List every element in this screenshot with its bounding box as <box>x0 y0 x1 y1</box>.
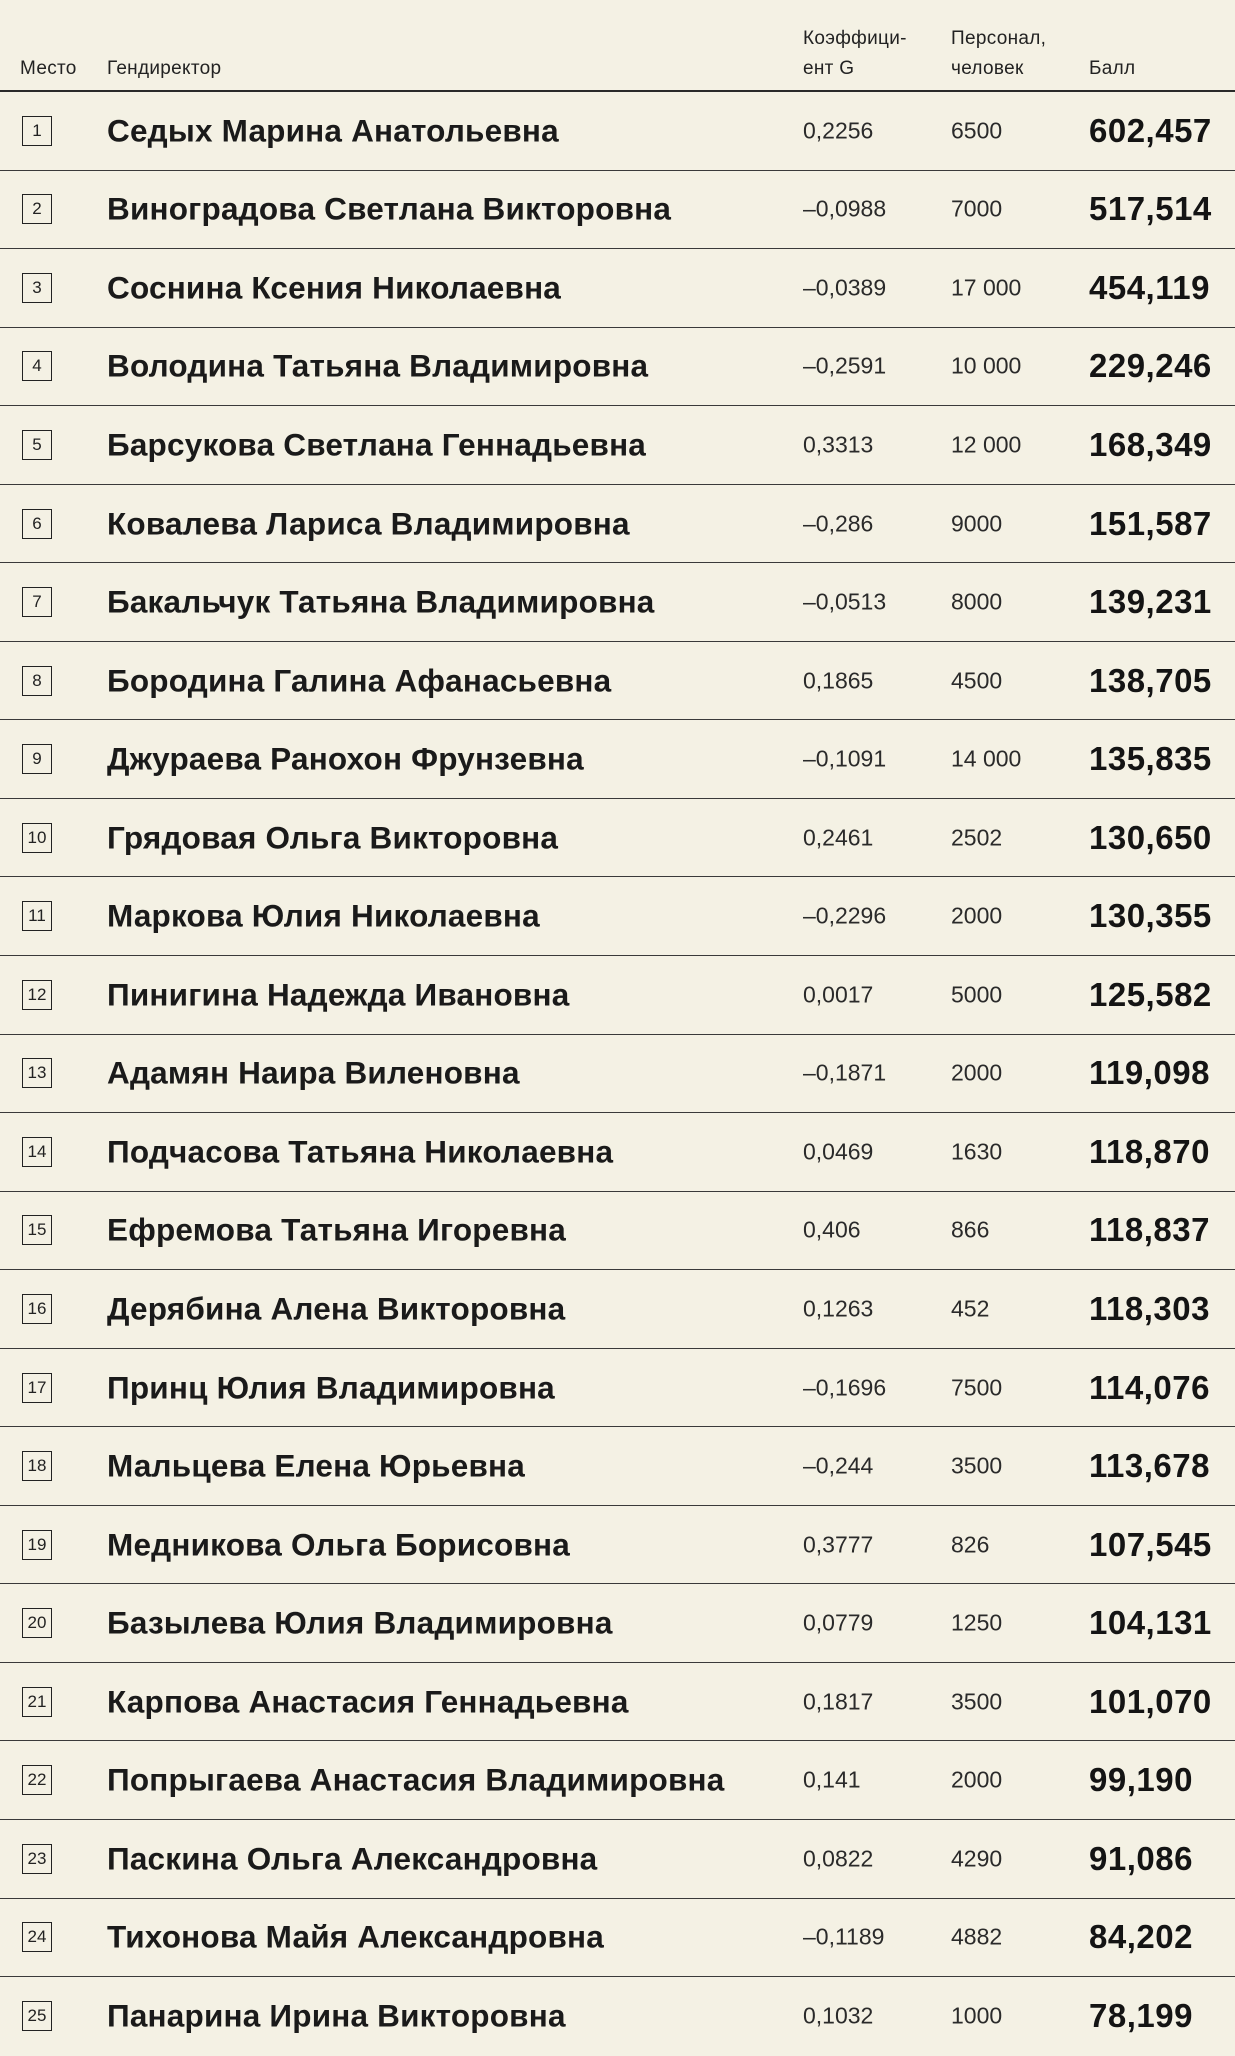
staff-count: 12 000 <box>951 431 1022 458</box>
ceo-name: Ефремова Татьяна Игоревна <box>107 1211 566 1248</box>
table-row <box>0 485 1235 564</box>
coefficient-g: –0,286 <box>803 510 874 536</box>
table-row <box>0 249 1235 328</box>
coefficient-g: 0,0469 <box>803 1138 874 1165</box>
score-value: 118,870 <box>1089 1132 1210 1170</box>
coefficient-g: 0,141 <box>803 1766 861 1793</box>
table-row <box>0 1584 1235 1663</box>
table-row <box>0 171 1235 250</box>
header-ceo: Гендиректор <box>107 58 222 79</box>
ceo-name: Базылева Юлия Владимировна <box>107 1604 613 1641</box>
score-value: 84,202 <box>1089 1918 1193 1956</box>
staff-count: 826 <box>951 1531 990 1558</box>
ceo-name: Попрыгаева Анастасия Владимировна <box>107 1761 725 1798</box>
coefficient-g: 0,3777 <box>803 1531 874 1558</box>
score-value: 78,199 <box>1089 1997 1193 2035</box>
ceo-name: Паскина Ольга Александровна <box>107 1840 598 1877</box>
coefficient-g: –0,1189 <box>803 1923 885 1950</box>
coefficient-g: –0,244 <box>803 1452 874 1479</box>
coefficient-g: –0,0389 <box>803 274 887 301</box>
coefficient-g: 0,0779 <box>803 1609 874 1636</box>
table-row <box>0 1977 1235 2056</box>
score-value: 114,076 <box>1089 1368 1210 1406</box>
score-value: 125,582 <box>1089 975 1212 1013</box>
score-value: 118,303 <box>1089 1289 1210 1327</box>
coefficient-g: 0,1865 <box>803 667 874 694</box>
table-row <box>0 1113 1235 1192</box>
coefficient-g: –0,2296 <box>803 902 887 929</box>
ceo-name: Адамян Наира Виленовна <box>107 1054 520 1091</box>
score-value: 113,678 <box>1089 1447 1210 1485</box>
staff-count: 1630 <box>951 1138 1003 1165</box>
ceo-name: Тихонова Майя Александровна <box>107 1918 604 1955</box>
rank-badge: 8 <box>22 666 52 696</box>
rank-badge: 23 <box>22 1844 52 1874</box>
ceo-name: Принц Юлия Владимировна <box>107 1369 555 1406</box>
staff-count: 2000 <box>951 1766 1003 1793</box>
rank-badge: 16 <box>22 1294 52 1324</box>
score-value: 602,457 <box>1089 111 1212 149</box>
rank-badge: 6 <box>22 509 52 539</box>
rank-badge: 1 <box>22 116 52 146</box>
table-row <box>0 328 1235 407</box>
ceo-name: Соснина Ксения Николаевна <box>107 269 562 306</box>
coefficient-g: 0,0822 <box>803 1845 874 1872</box>
staff-count: 7500 <box>951 1374 1003 1401</box>
staff-count: 3500 <box>951 1452 1003 1479</box>
rank-badge: 20 <box>22 1608 52 1638</box>
coefficient-g: 0,2256 <box>803 117 874 144</box>
staff-count: 866 <box>951 1216 990 1243</box>
ceo-name: Бородина Галина Афанасьевна <box>107 662 612 699</box>
staff-count: 1000 <box>951 2002 1003 2029</box>
score-value: 517,514 <box>1089 190 1212 228</box>
staff-count: 452 <box>951 1295 990 1322</box>
table-row <box>0 406 1235 485</box>
ceo-name: Барсукова Светлана Геннадьевна <box>107 426 647 463</box>
score-value: 135,835 <box>1089 740 1212 778</box>
ceo-name: Ковалева Лариса Владимировна <box>107 505 630 541</box>
score-value: 118,837 <box>1089 1211 1210 1249</box>
header-score: Балл <box>1089 58 1136 79</box>
score-value: 91,086 <box>1089 1839 1193 1877</box>
ceo-name: Карпова Анастасия Геннадьевна <box>107 1683 629 1720</box>
staff-count: 8000 <box>951 588 1003 615</box>
table-header <box>0 0 1235 92</box>
table-row <box>0 799 1235 878</box>
table-row <box>0 1820 1235 1899</box>
coefficient-g: 0,1817 <box>803 1688 874 1715</box>
ceo-name: Мальцева Елена Юрьевна <box>107 1447 525 1484</box>
ceo-name: Бакальчук Татьяна Владимировна <box>107 583 655 620</box>
header-staff: Персонал, человек <box>951 28 1047 79</box>
table-row <box>0 1427 1235 1506</box>
rank-badge: 4 <box>22 351 52 381</box>
rank-badge: 24 <box>22 1922 52 1952</box>
rank-badge: 18 <box>22 1451 52 1481</box>
staff-count: 2502 <box>951 824 1003 851</box>
score-value: 119,098 <box>1089 1054 1210 1092</box>
score-value: 151,587 <box>1089 504 1212 542</box>
coefficient-g: 0,2461 <box>803 824 874 851</box>
staff-count: 10 000 <box>951 352 1022 379</box>
staff-count: 4500 <box>951 667 1003 694</box>
score-value: 130,650 <box>1089 818 1212 856</box>
staff-count: 4290 <box>951 1845 1003 1872</box>
score-value: 229,246 <box>1089 347 1212 385</box>
header-place: Место <box>20 58 77 79</box>
staff-count: 3500 <box>951 1688 1003 1715</box>
rank-badge: 5 <box>22 430 52 460</box>
rank-badge: 19 <box>22 1530 52 1560</box>
ceo-name: Дерябина Алена Викторовна <box>107 1290 566 1327</box>
staff-count: 14 000 <box>951 745 1022 772</box>
table-body <box>0 92 1235 2056</box>
ceo-name: Седых Марина Анатольевна <box>107 112 559 149</box>
score-value: 99,190 <box>1089 1761 1193 1799</box>
rank-badge: 25 <box>22 2001 52 2031</box>
score-value: 101,070 <box>1089 1682 1212 1720</box>
rank-badge: 3 <box>22 273 52 303</box>
rank-badge: 22 <box>22 1765 52 1795</box>
rank-badge: 14 <box>22 1137 52 1167</box>
table-row <box>0 1192 1235 1271</box>
staff-count: 9000 <box>951 510 1003 536</box>
staff-count: 5000 <box>951 981 1003 1008</box>
score-value: 107,545 <box>1089 1525 1212 1563</box>
table-row <box>0 1741 1235 1820</box>
table-row <box>0 1349 1235 1428</box>
score-value: 139,231 <box>1089 583 1212 621</box>
rank-badge: 12 <box>22 980 52 1010</box>
table-row <box>0 956 1235 1035</box>
table-row <box>0 563 1235 642</box>
table-row <box>0 1270 1235 1349</box>
score-value: 104,131 <box>1089 1604 1212 1642</box>
rank-badge: 9 <box>22 744 52 774</box>
staff-count: 4882 <box>951 1923 1003 1950</box>
rank-badge: 13 <box>22 1058 52 1088</box>
rank-badge: 7 <box>22 587 52 617</box>
rank-badge: 15 <box>22 1215 52 1245</box>
ceo-name: Джураева Ранохон Фрунзевна <box>107 740 584 777</box>
ceo-name: Медникова Ольга Борисовна <box>107 1526 570 1563</box>
score-value: 454,119 <box>1089 268 1210 306</box>
table-row <box>0 642 1235 721</box>
staff-count: 7000 <box>951 195 1003 222</box>
rank-badge: 11 <box>22 901 52 931</box>
table-row <box>0 720 1235 799</box>
coefficient-g: 0,1032 <box>803 2002 874 2029</box>
table-row <box>0 1899 1235 1978</box>
rank-badge: 21 <box>22 1687 52 1717</box>
coefficient-g: 0,1263 <box>803 1295 874 1322</box>
table-row <box>0 1035 1235 1114</box>
coefficient-g: –0,1091 <box>803 745 887 772</box>
rank-badge: 17 <box>22 1373 52 1403</box>
table-row <box>0 92 1235 171</box>
ceo-name: Подчасова Татьяна Николаевна <box>107 1133 614 1170</box>
staff-count: 2000 <box>951 1059 1003 1086</box>
ceo-name: Маркова Юлия Николаевна <box>107 897 540 934</box>
score-value: 138,705 <box>1089 661 1212 699</box>
score-value: 168,349 <box>1089 425 1212 463</box>
coefficient-g: –0,0513 <box>803 588 887 615</box>
coefficient-g: –0,2591 <box>803 352 887 379</box>
table-row <box>0 877 1235 956</box>
staff-count: 17 000 <box>951 274 1022 301</box>
ceo-name: Пинигина Надежда Ивановна <box>107 976 570 1013</box>
ceo-name: Володина Татьяна Владимировна <box>107 347 649 384</box>
header-coef: Коэффици- ент G <box>803 28 907 79</box>
ceo-name: Грядовая Ольга Викторовна <box>107 819 559 856</box>
coefficient-g: 0,3313 <box>803 431 874 458</box>
coefficient-g: 0,0017 <box>803 981 874 1008</box>
rank-badge: 2 <box>22 194 52 224</box>
coefficient-g: –0,1696 <box>803 1374 887 1401</box>
staff-count: 6500 <box>951 117 1003 144</box>
score-value: 130,355 <box>1089 897 1212 935</box>
staff-count: 1250 <box>951 1609 1003 1636</box>
ceo-name: Панарина Ирина Викторовна <box>107 1997 566 2034</box>
ceo-name: Виноградова Светлана Викторовна <box>107 190 672 227</box>
table-row <box>0 1663 1235 1742</box>
coefficient-g: –0,0988 <box>803 195 887 222</box>
coefficient-g: –0,1871 <box>803 1059 887 1086</box>
rank-badge: 10 <box>22 823 52 853</box>
staff-count: 2000 <box>951 902 1003 929</box>
table-row <box>0 1506 1235 1585</box>
coefficient-g: 0,406 <box>803 1216 861 1243</box>
